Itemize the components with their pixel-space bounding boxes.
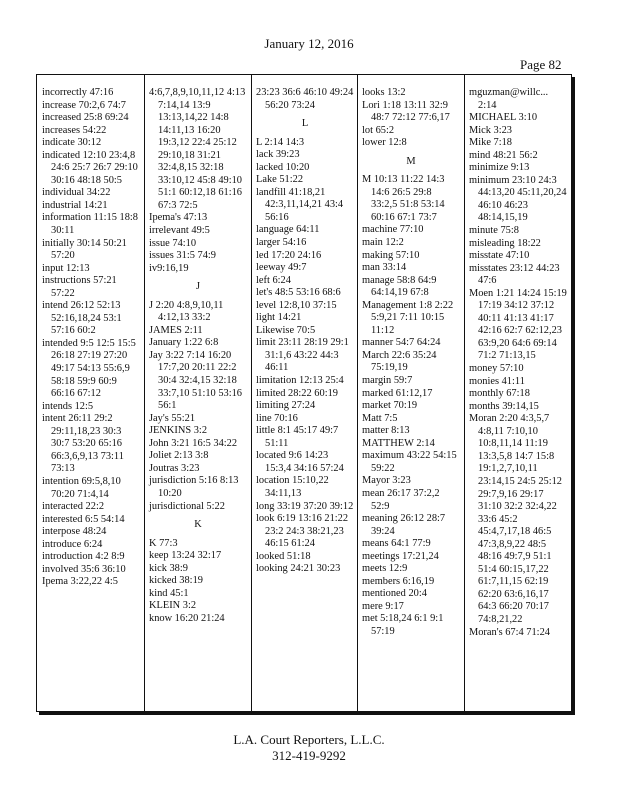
index-entry: Mayor 3:23	[362, 475, 411, 487]
index-entry: met 5:18,24 6:1 9:1 57:19	[362, 613, 444, 637]
index-entry: manner 54:7 64:24	[362, 337, 441, 349]
index-entry: interacted 22:2	[42, 501, 105, 513]
index-entry: left 6:24	[256, 274, 291, 286]
index-entry: initially 30:14 50:21 57:20	[42, 237, 127, 262]
index-entry: incorrectly 47:16	[42, 87, 114, 98]
index-entry: mind 48:21 56:2	[469, 149, 538, 161]
index-entry: lacked 10:20	[256, 161, 310, 173]
index-entry: main 12:2	[362, 237, 404, 249]
column-divider	[464, 75, 465, 711]
index-column-5	[469, 87, 567, 639]
index-entry: lower 12:8	[362, 137, 407, 149]
footer-phone: 312-419-9292	[272, 748, 346, 763]
index-column-1	[42, 87, 140, 589]
index-entry: larger 54:16	[256, 237, 307, 249]
index-entry: jurisdiction 5:16 8:13 10:20	[149, 475, 239, 499]
index-entry: information 11:15 18:8 30:11	[42, 212, 139, 237]
index-entry: John 3:21 16:5 34:22	[149, 437, 238, 449]
index-entry: meetings 17:21,24	[362, 550, 439, 562]
index-column-2	[149, 87, 247, 625]
index-entry: matter 8:13	[362, 425, 410, 437]
index-entry: KLEIN 3:2	[149, 600, 197, 612]
index-entry: intends 12:5	[42, 400, 94, 412]
index-entry: making 57:10	[362, 249, 420, 261]
index-entry: intend 26:12 52:13 52:16,18,24 53:1 57:16 60:2	[42, 300, 122, 337]
index-entry: lot 65:2	[362, 124, 395, 136]
index-entry: let's 48:5 53:16 68:6	[256, 287, 341, 299]
index-entry: level 12:8,10 37:15	[256, 299, 337, 311]
index-entry: Lake 51:22	[256, 174, 304, 186]
index-entry: industrial 14:21	[42, 199, 108, 211]
index-entry: Joliet 2:13 3:8	[149, 450, 209, 462]
index-entry: increases 54:22	[42, 124, 107, 136]
index-entry: intended 9:5 12:5 15:5 26:18 27:19 27:20 49:17 54:13 55:6,9 58:18 59:9 60:9 66:16 67:12	[42, 337, 136, 400]
index-entry: man 33:14	[362, 262, 407, 274]
index-entry: January 1:22 6:8	[149, 337, 219, 349]
index-entry: indicated 12:10 23:4,8 24:6 25:7 26:7 29:10 30:16 48:18 50:5	[42, 149, 138, 186]
index-entry: looked 51:18	[256, 550, 311, 562]
index-entry: marked 61:12,17	[362, 387, 433, 399]
index-entry: Matt 7:5	[362, 412, 398, 424]
index-entry: misleading 18:22	[469, 237, 541, 249]
index-entry: light 14:21	[256, 312, 302, 324]
index-entry: Ipema's 47:13	[149, 212, 208, 224]
index-entry: L 2:14 14:3	[256, 136, 305, 148]
index-entry: individual 34:22	[42, 187, 111, 199]
index-entry: Management 1:8 2:22 5:9,21 7:11 10:15 11:12	[362, 299, 454, 336]
index-entry: issues 31:5 74:9	[149, 250, 216, 262]
index-entry: looking 24:21 30:23	[256, 563, 341, 575]
column-divider	[357, 75, 358, 711]
index-entry: MICHAEL 3:10	[469, 112, 538, 124]
index-entry: interpose 48:24	[42, 526, 107, 538]
index-entry: manage 58:8 64:9 64:14,19 67:8	[362, 274, 437, 299]
index-entry: look 6:19 13:16 21:22 23:2 24:3 38:21,23 46:15 61:24	[256, 513, 349, 550]
index-entry: landfill 41:18,21 42:3,11,14,21 43:4 56:16	[256, 186, 344, 223]
index-entry: Jay's 55:21	[149, 412, 196, 424]
index-entry: jurisdictional 5:22	[149, 500, 225, 512]
index-entry: JENKINS 3:2	[149, 425, 208, 437]
index-entry: Moran's 67:4 71:24	[469, 626, 550, 638]
index-entry: irrelevant 49:5	[149, 225, 210, 237]
index-entry: introduction 4:2 8:9	[42, 551, 125, 563]
index-entry: kind 45:1	[149, 587, 189, 599]
index-entry: interested 6:5 54:14	[42, 513, 125, 525]
page-number: Page 82	[520, 57, 562, 72]
index-entry: money 57:10	[469, 363, 524, 375]
index-entry: know 16:20 21:24	[149, 612, 225, 624]
index-entry: input 12:13	[42, 262, 90, 274]
index-entry: members 6:16,19	[362, 575, 435, 587]
index-entry: minimize 9:13	[469, 162, 530, 174]
index-entry: Likewise 70:5	[256, 324, 316, 336]
index-entry: misstate 47:10	[469, 250, 530, 262]
index-entry: indicate 30:12	[42, 137, 102, 149]
index-entry: instructions 57:21 57:22	[42, 275, 117, 299]
index-entry: Ipema 3:22,22 4:5	[42, 576, 118, 588]
index-entry: intention 69:5,8,10 70:20 71:4,14	[42, 475, 121, 500]
index-entry: issue 74:10	[149, 237, 197, 249]
index-entry: Lori 1:18 13:11 32:9 48:7 72:12 77:6,17	[362, 99, 450, 124]
column-divider	[144, 75, 145, 711]
index-entry: located 9:6 14:23 15:3,4 34:16 57:24	[256, 450, 344, 474]
index-entry: location 15:10,22 34:11,13	[256, 475, 329, 499]
index-entry: little 8:1 45:17 49:7 51:11	[256, 425, 339, 449]
index-entry: minimum 23:10 24:3 44:13,20 45:11,20,24 46:10 46:23 48:14,15,19	[469, 174, 567, 224]
index-entry: limitation 12:13 25:4	[256, 375, 344, 387]
index-entry: kick 38:9	[149, 562, 188, 574]
index-entry: MATTHEW 2:14	[362, 437, 435, 449]
index-entry: limit 23:11 28:19 29:1 31:1,6 43:22 44:3 46:11	[256, 337, 349, 374]
index-entry: kicked 38:19	[149, 575, 203, 587]
index-entry: M 10:13 11:22 14:3 14:6 26:5 29:8 33:2,5 51:8 53:14 60:16 67:1 73:7	[362, 174, 445, 223]
index-entry: March 22:6 35:24 75:19,19	[362, 349, 437, 374]
index-entry: monthly 67:18	[469, 388, 530, 400]
index-entry: intent 26:11 29:2 29:11,18,23 30:3 30:7 53:20 65:16 66:3,6,9,13 73:11 73:13	[42, 413, 124, 475]
index-entry: months 39:14,15	[469, 400, 539, 412]
index-entry: 23:23 36:6 46:10 49:24 56:20 73:24	[256, 87, 354, 111]
index-entry: monies 41:11	[469, 375, 525, 387]
index-entry: minute 75:8	[469, 225, 519, 237]
index-entry: mere 9:17	[362, 600, 404, 612]
index-entry: increased 25:8 69:24	[42, 112, 129, 124]
index-entry: mean 26:17 37:2,2 52:9	[362, 487, 440, 512]
index-entry: increase 70:2,6 74:7	[42, 99, 126, 111]
index-entry: Moran 2:20 4:3,5,7 4:8,11 7:10,10 10:8,11,14 11:19 13:3,5,8 14:7 15:8 19:1,2,7,10,11 23:14,15 24:5 25:12 29:7,9,16 29:17 31:10 32:2 32:4,22 33:6 45:2 45:4,7,17,18 46:5 47:3,8,9,22 48:5 48:16 49:7,9 51:1 51:4 60:15,17,22 61:7,11,15 62:19 62:20 63:6,16,17 64:3 66:20 70:17 74:8,21,22	[469, 413, 562, 625]
index-entry: long 33:19 37:20 39:12	[256, 500, 354, 512]
column-divider	[251, 75, 252, 711]
index-entry: mguzman@willc... 2:14	[469, 87, 549, 111]
index-entry: leeway 49:7	[256, 262, 307, 274]
index-entry: Jay 3:22 7:14 16:20 17:7,20 20:11 22:2 30:4 32:4,15 32:18 33:7,10 51:10 53:16 56:1	[149, 349, 242, 412]
index-entry: 4:6,7,8,9,10,11,12 4:13 7:14,14 13:9 13:13,14,22 14:8 14:11,13 16:20 19:3,12 22:4 25:12 29:10,18 31:21 32:4,8,15 32:18 33:10,12 45:8 49:10 51:1 60:12,18 61:16 67:3 72:5	[149, 87, 246, 211]
index-letter-heading: M	[406, 155, 416, 167]
index-entry: iv9:16,19	[149, 262, 189, 274]
index-entry: mentioned 20:4	[362, 588, 427, 600]
footer-company: L.A. Court Reporters, L.L.C.	[233, 732, 385, 747]
index-entry: margin 59:7	[362, 375, 413, 387]
index-entry: involved 35:6 36:10	[42, 563, 126, 575]
index-entry: line 70:16	[256, 412, 298, 424]
footer	[0, 732, 618, 764]
index-entry: limited 28:22 60:19	[256, 387, 338, 399]
index-entry: language 64:11	[256, 224, 320, 236]
index-letter-heading: J	[195, 281, 201, 293]
index-column-4	[362, 87, 460, 639]
index-entry: keep 13:24 32:17	[149, 550, 222, 562]
index-entry: Joutras 3:23	[149, 462, 200, 474]
index-entry: Mike 7:18	[469, 137, 513, 149]
index-entry: means 64:1 77:9	[362, 538, 431, 550]
index-entry: JAMES 2:11	[149, 324, 203, 336]
index-letter-heading: K	[194, 519, 202, 531]
index-entry: J 2:20 4:8,9,10,11 4:12,13 33:2	[149, 299, 224, 324]
index-entry: Moen 1:21 14:24 15:19 17:19 34:12 37:12 40:11 41:13 41:17 42:16 62:7 62:12,23 63:9,20 64:6 69:14 71:2 71:13,15	[469, 287, 567, 362]
index-entry: lack 39:23	[256, 149, 300, 161]
index-entry: misstates 23:12 44:23 47:6	[469, 262, 560, 287]
index-entry: meets 12:9	[362, 563, 408, 575]
index-entry: Mick 3:23	[469, 124, 513, 136]
header-date: January 12, 2016	[264, 36, 354, 51]
index-entry: introduce 6:24	[42, 538, 103, 550]
index-entry: maximum 43:22 54:15 59:22	[362, 450, 457, 474]
index-column-3	[256, 87, 354, 576]
index-entry: looks 13:2	[362, 87, 406, 98]
index-frame	[36, 74, 572, 712]
index-entry: market 70:19	[362, 400, 418, 412]
index-entry: meaning 26:12 28:7 39:24	[362, 513, 446, 537]
index-entry: K 77:3	[149, 537, 178, 549]
index-entry: limiting 27:24	[256, 400, 316, 412]
index-entry: led 17:20 24:16	[256, 249, 322, 261]
index-entry: machine 77:10	[362, 224, 424, 236]
index-letter-heading: L	[301, 118, 309, 130]
